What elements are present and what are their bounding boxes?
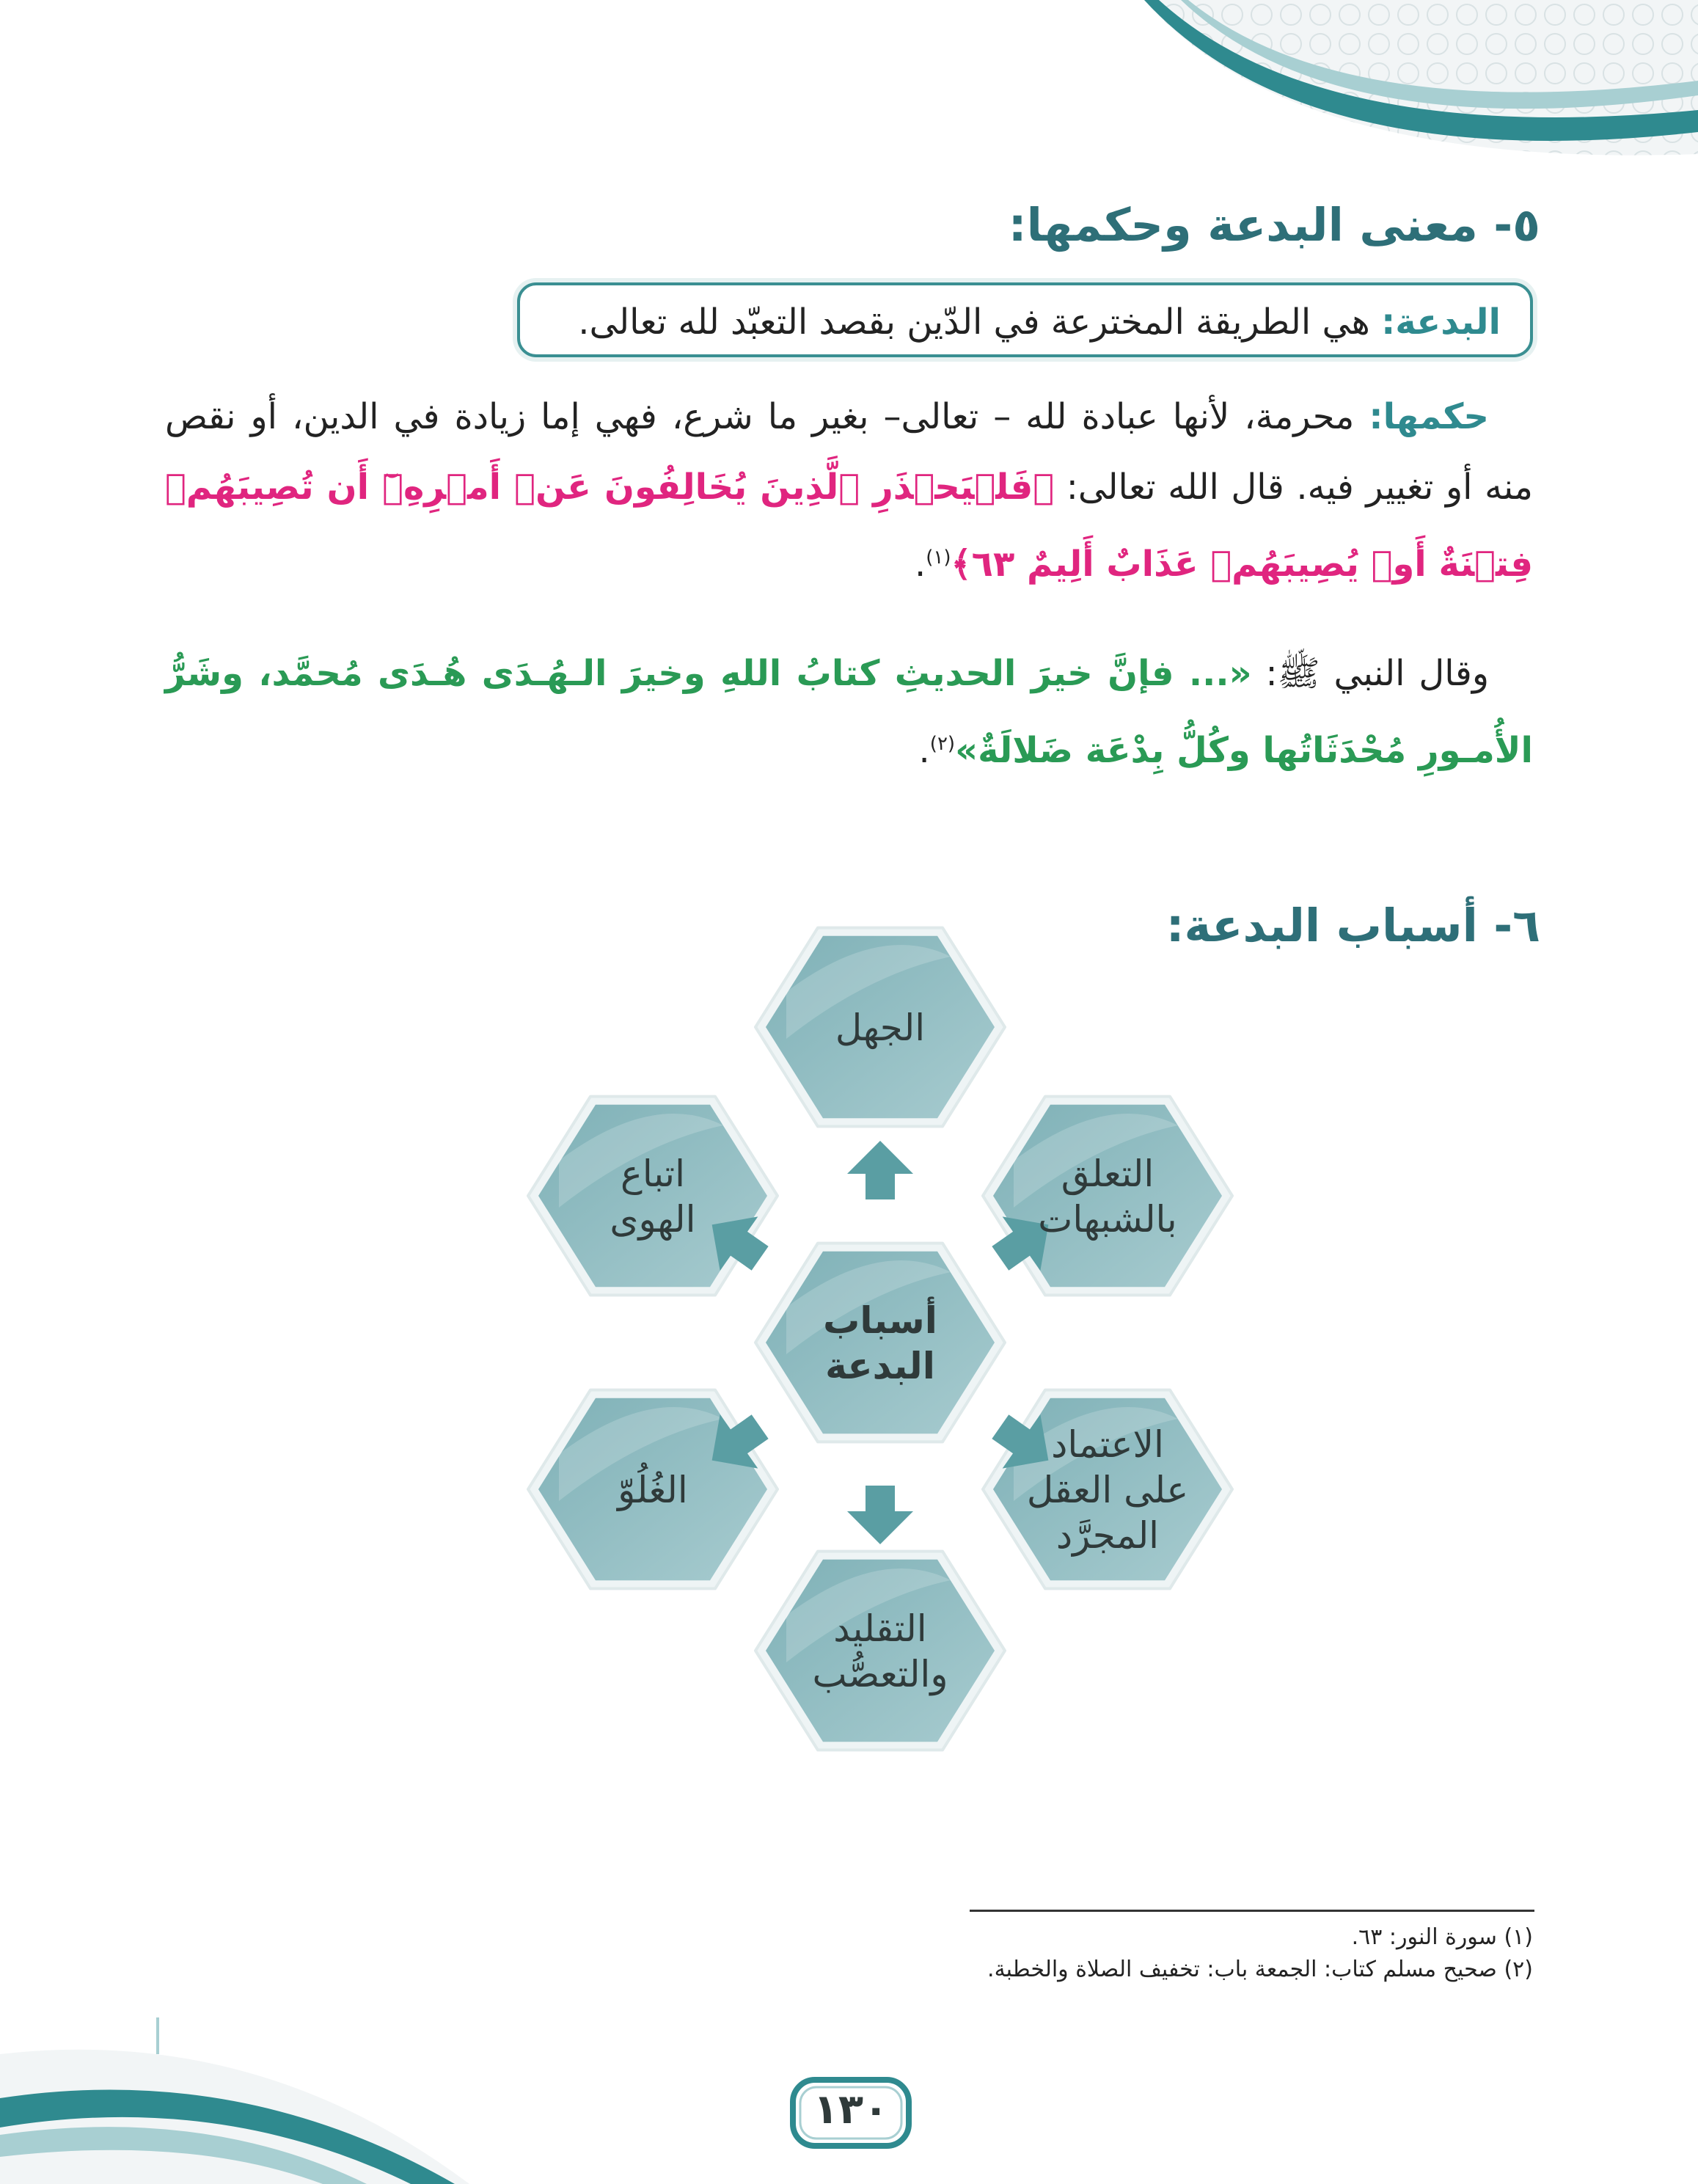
top-decoration bbox=[1100, 0, 1698, 176]
page-number: ١٣٠ bbox=[813, 2086, 889, 2133]
cause-top-label-line-1: الجهل bbox=[835, 1007, 926, 1049]
cause-top-left-label-line-1: اتباع bbox=[621, 1153, 685, 1195]
center-label-line-2: البدعة bbox=[825, 1345, 935, 1387]
center-label-line-1: أسباب bbox=[823, 1299, 937, 1342]
cause-bottom-right-label-line-1: الاعتماد bbox=[1051, 1423, 1164, 1466]
quran-verse: ﴿فَلۡيَحۡذَرِ ٱلَّذِينَ يُخَالِفُونَ عَنۡ أَمۡرِهِۦٓ أَن تُصِيبَهُمۡ فِتۡنَةٌ أَوۡ يُصِيبَهُمۡ عَذَابٌ أَلِيمٌ ٦٣﴾ bbox=[165, 467, 1533, 585]
footnote-1: (١) سورة النور: ٦٣. bbox=[1351, 1924, 1533, 1950]
section5-heading: ٥- معنى البدعة وحكمها: bbox=[1008, 198, 1540, 252]
cause-bottom-right-label-line-2: على العقل bbox=[1026, 1469, 1189, 1511]
footnote-2: (٢) صحيح مسلم كتاب: الجمعة باب: تخفيف الصلاة والخطبة. bbox=[987, 1957, 1533, 1982]
ruling-text: محرمة، لأنها عبادة لله – تعالى– بغير ما شرع، فهي إما زيادة في الدين، أو نقص منه أو تغيير فيه. قال الله تعالى: bbox=[165, 396, 1534, 508]
quran-footnote-ref: (١) bbox=[926, 547, 951, 569]
cause-bottom-left-label-line-1: الغُلُوّ bbox=[618, 1469, 688, 1511]
ruling-term: حكمها: bbox=[1369, 396, 1489, 437]
cause-bottom-right-label-line-3: المجرَّد bbox=[1055, 1514, 1160, 1557]
arrow-to-bottom bbox=[847, 1486, 913, 1544]
definition-term: البدعة: bbox=[1381, 302, 1501, 343]
cause-bottom-label-line-1: التقليد bbox=[833, 1607, 927, 1650]
footnote-separator bbox=[970, 1910, 1534, 1912]
cause-top-left-label-line-2: الهوى bbox=[610, 1198, 696, 1241]
hadith-paragraph: وقال النبي ﷺ: «... فإنَّ خيرَ الحديثِ كتابُ اللهِ وخيرَ الـهُـدَى هُـدَى مُحمَّد، وشَرُّ الأُمـورِ مُحْدَثَاتُها وكُلُّ بِدْعَة ضَلالَةٌ»$^{(٢)}$. bbox=[165, 653, 1533, 771]
causes-diagram bbox=[440, 910, 1320, 1753]
definition-box bbox=[517, 282, 1533, 357]
cause-bottom-label-line-2: والتعصُّب bbox=[812, 1653, 948, 1695]
bottom-decoration bbox=[0, 2010, 513, 2184]
definition-text: هي الطريقة المخترعة في الدّين بقصد التعبّد لله تعالى. bbox=[578, 302, 1370, 343]
arrow-to-top bbox=[847, 1141, 913, 1199]
hadith-intro: وقال النبي ﷺ: bbox=[1265, 653, 1490, 694]
cause-top-right-label-line-1: التعلق bbox=[1061, 1153, 1154, 1195]
cause-top-right-label-line-2: بالشبهات bbox=[1038, 1198, 1177, 1241]
section6-heading: ٦- أسباب البدعة: bbox=[1165, 899, 1540, 952]
ruling-paragraph: حكمها: محرمة، لأنها عبادة لله – تعالى– بغير ما شرع، فهي إما زيادة في الدين، أو نقص منه أو تغيير فيه. قال الله تعالى: ﴿فَلۡيَحۡذَرِ ٱلَّذِينَ يُخَالِفُونَ عَنۡ أَمۡرِهِۦٓ أَن تُصِيبَهُمۡ فِتۡنَةٌ أَوۡ يُصِيبَهُمۡ عَذَابٌ أَلِيمٌ ٦٣﴾$^{(١)}$. bbox=[165, 396, 1534, 585]
hadith-footnote-ref: (٢) bbox=[929, 733, 956, 755]
hadith-text: «... فإنَّ خيرَ الحديثِ كتابُ اللهِ وخيرَ الـهُـدَى هُـدَى مُحمَّد، وشَرُّ الأُمـورِ مُحْدَثَاتُها وكُلُّ بِدْعَة ضَلالَةٌ» bbox=[165, 653, 1533, 771]
